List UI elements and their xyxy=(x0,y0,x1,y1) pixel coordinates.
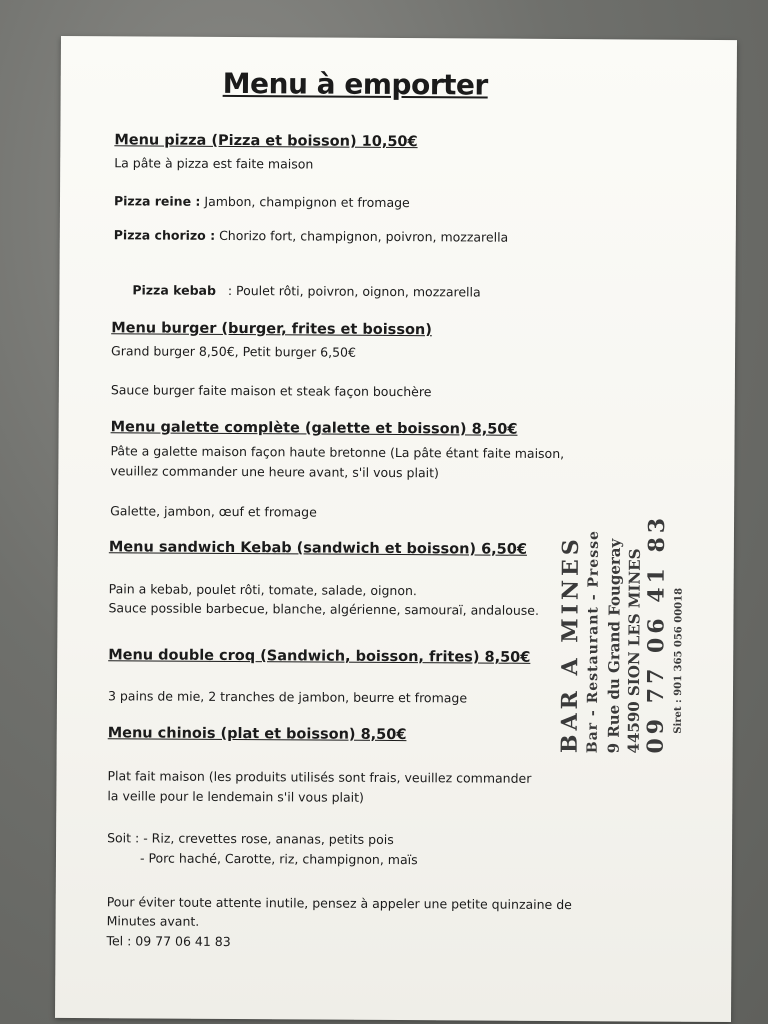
burger-line: Grand burger 8,50€, Petit burger 6,50€ xyxy=(111,343,357,360)
galette-line: Pâte a galette maison façon haute bretonne (La pâte étant faite maison, xyxy=(110,443,565,462)
footer-phone: Tel : 09 77 06 41 83 xyxy=(106,933,231,949)
menu-sheet xyxy=(55,36,737,1022)
galette-line: Galette, jambon, œuf et fromage xyxy=(110,503,317,520)
pizza-item-name: Pizza reine : xyxy=(113,193,201,209)
stamp-city: 44590 SION LES MINES xyxy=(624,548,644,754)
page-title: Menu à emporter xyxy=(222,66,488,102)
burger-heading: Menu burger (burger, frites et boisson) xyxy=(111,320,432,339)
chinois-option: - Porc haché, Carotte, riz, champignon, maïs xyxy=(139,850,418,868)
chinois-option: Soit : - Riz, crevettes rose, ananas, petits pois xyxy=(107,830,394,847)
croq-heading: Menu double croq (Sandwich, boisson, frites) 8,50€ xyxy=(108,647,531,666)
pizza-item xyxy=(114,225,509,247)
stamp-siret: Siret : 901 365 056 00018 xyxy=(672,587,685,734)
stamp-tagline: Bar - Restaurant - Presse xyxy=(584,530,602,754)
pizza-item xyxy=(116,260,481,322)
pizza-item-desc: Jambon, champignon et fromage xyxy=(200,193,410,211)
pizza-item xyxy=(114,191,410,213)
pizza-item-desc: Chorizo fort, champignon, poivron, mozzarella xyxy=(215,227,509,245)
pizza-item-desc: : Poulet rôti, poivron, oignon, mozzarella xyxy=(215,282,481,300)
kebab-heading: Menu sandwich Kebab (sandwich et boisson) 6,50€ xyxy=(108,539,528,558)
pizza-note: La pâte à pizza est faite maison xyxy=(114,155,314,172)
chinois-heading: Menu chinois (plat et boisson) 8,50€ xyxy=(107,725,407,744)
footer-line: Pour éviter toute attente inutile, pensez à appeler une petite quinzaine de xyxy=(106,894,572,913)
pizza-heading: Menu pizza (Pizza et boisson) 10,50€ xyxy=(114,132,418,151)
galette-heading: Menu galette complète (galette et boisson) 8,50€ xyxy=(110,419,518,438)
burger-line: Sauce burger faite maison et steak façon bouchère xyxy=(110,382,432,400)
croq-line: 3 pains de mie, 2 tranches de jambon, beurre et fromage xyxy=(107,688,468,706)
chinois-line: la veille pour le lendemain s'il vous plait) xyxy=(107,788,364,805)
kebab-line: Pain a kebab, poulet rôti, tomate, salade, oignon. xyxy=(108,581,417,599)
pizza-item-name: Pizza chorizo : xyxy=(113,227,216,243)
stamp-name: BAR A MINES xyxy=(556,535,584,754)
kebab-line: Sauce possible barbecue, blanche, algérienne, samouraï, andalouse. xyxy=(108,600,540,618)
stamp-street: 9 Rue du Grand Fougeray xyxy=(604,538,624,754)
galette-line: veuillez commander une heure avant, s'il vous plait) xyxy=(110,463,439,481)
business-stamp xyxy=(557,477,689,754)
footer-line: Minutes avant. xyxy=(106,913,200,929)
stamp-phone: 09 77 06 41 83 xyxy=(642,513,671,754)
pizza-item-name: Pizza kebab xyxy=(132,282,216,298)
chinois-line: Plat fait maison (les produits utilisés sont frais, veuillez commander xyxy=(107,768,532,786)
